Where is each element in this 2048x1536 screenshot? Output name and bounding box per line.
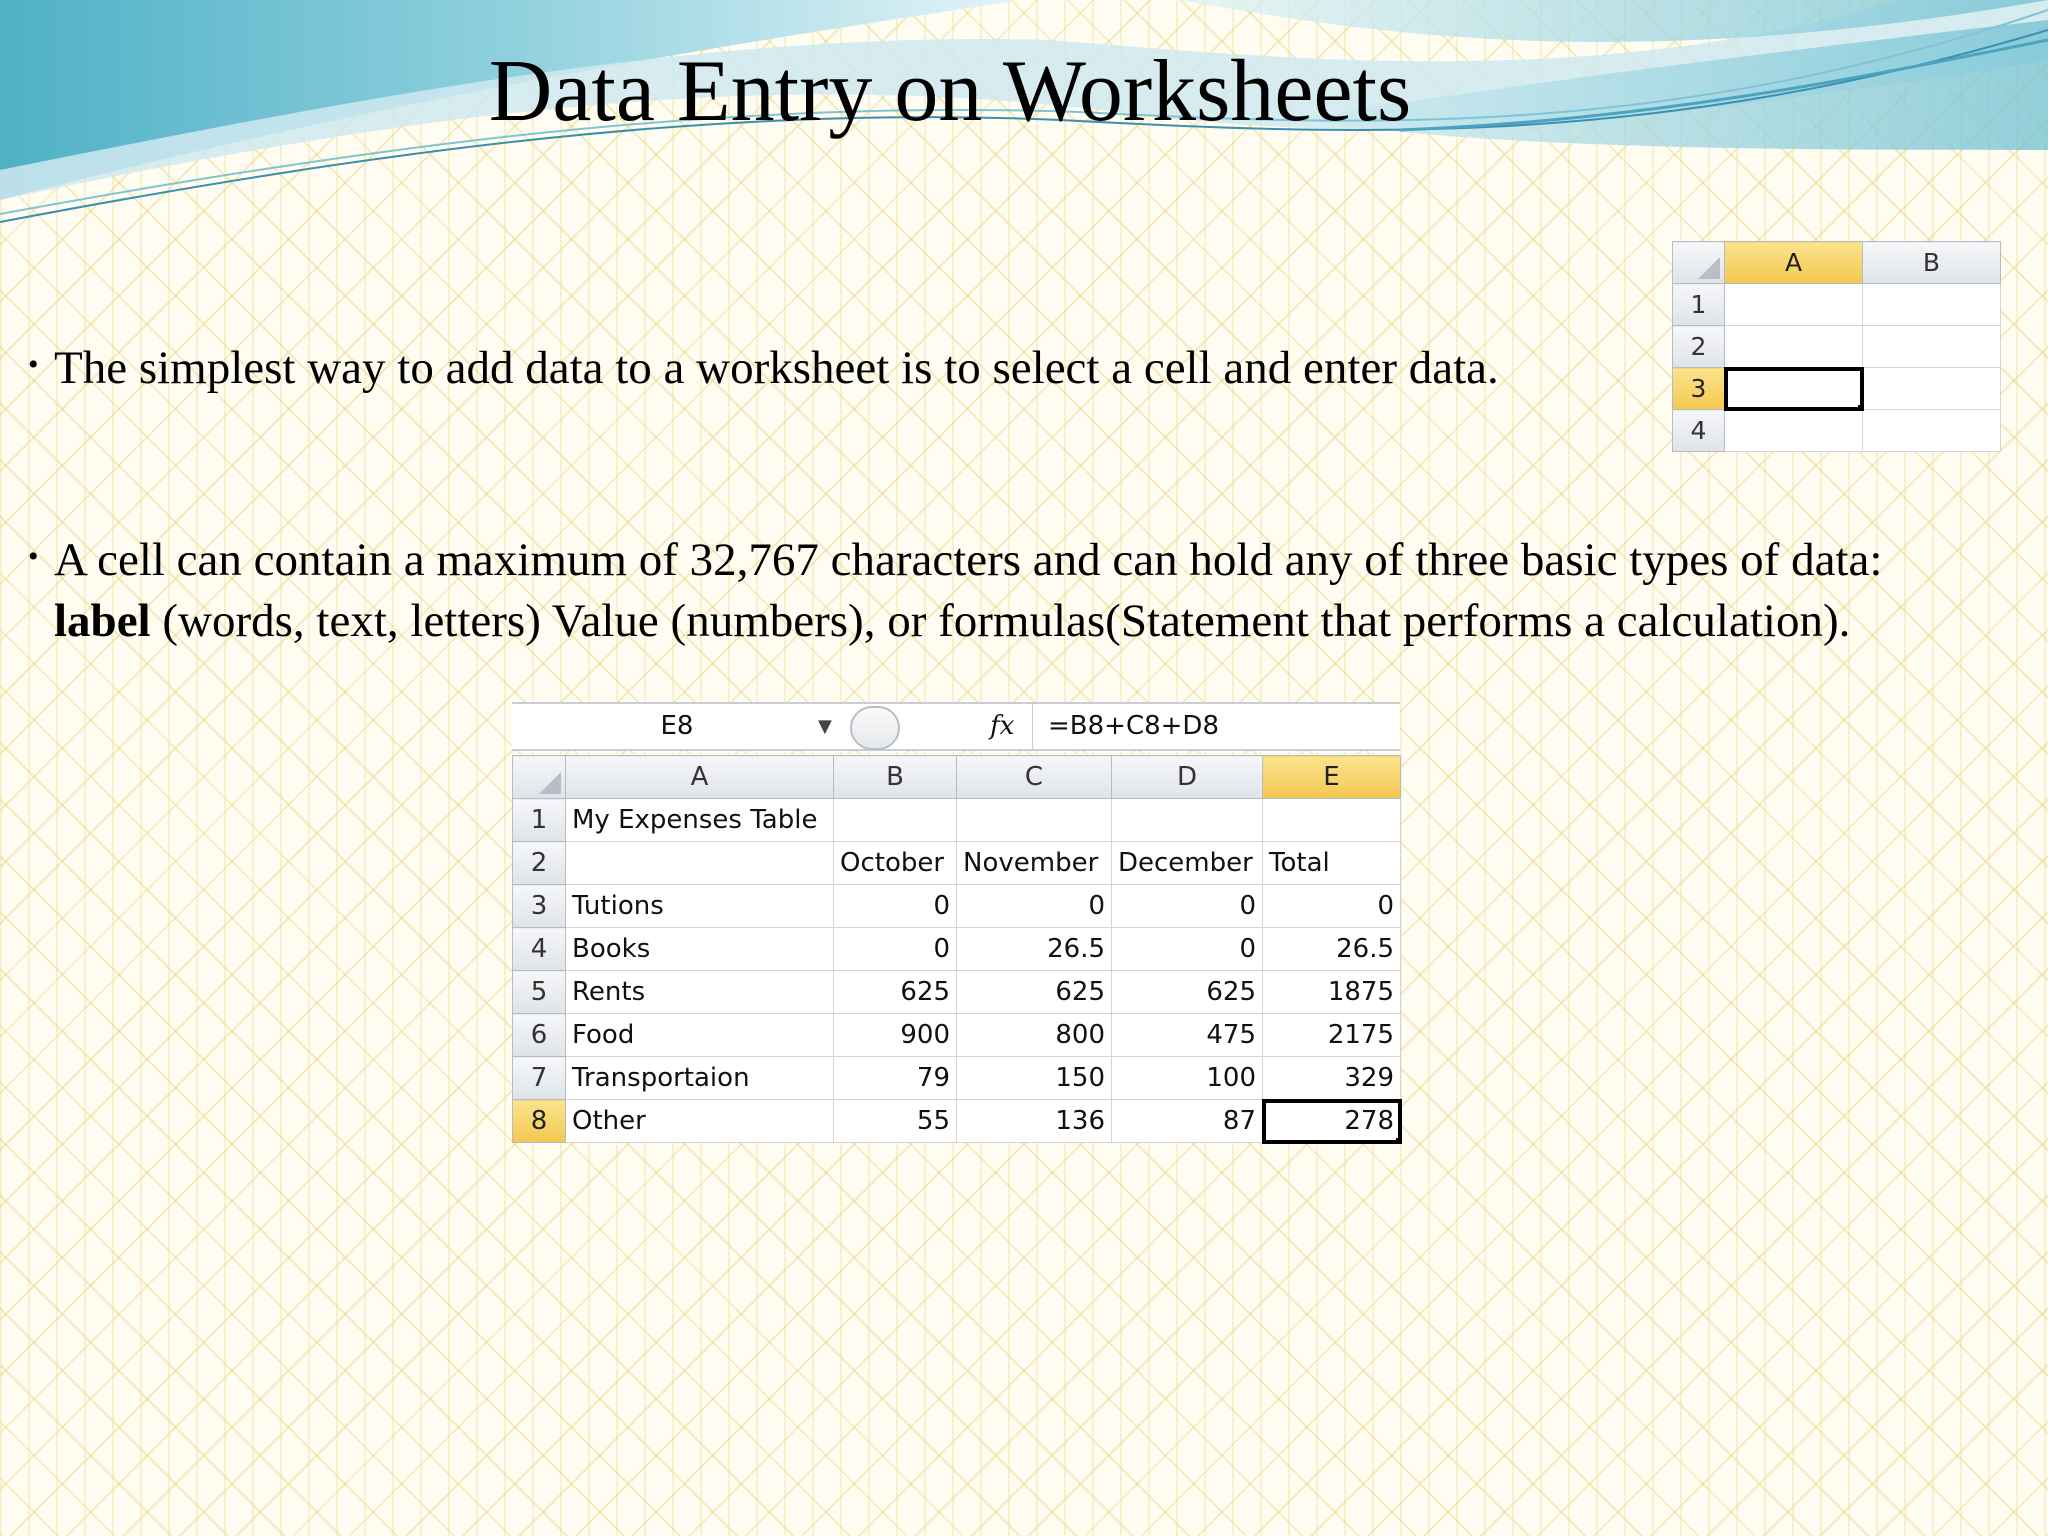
expenses-worksheet — [512, 755, 1401, 1143]
table-row — [513, 799, 1401, 842]
cell[interactable] — [1725, 410, 1863, 452]
grid-row — [1673, 284, 2001, 326]
cell-c6[interactable]: 800 — [957, 1014, 1112, 1057]
formula-bar — [512, 702, 1400, 751]
cell-a3[interactable]: Tutions — [566, 885, 834, 928]
row-header-selected[interactable]: 3 — [1673, 368, 1725, 410]
row-header[interactable]: 4 — [1673, 410, 1725, 452]
table-row — [513, 1014, 1401, 1057]
cell-e1[interactable] — [1263, 799, 1401, 842]
row-header[interactable]: 3 — [513, 885, 566, 928]
table-row — [513, 885, 1401, 928]
table-row — [513, 1057, 1401, 1100]
row-header[interactable]: 6 — [513, 1014, 566, 1057]
bullet-text-part1: A cell can contain a maximum of 32,767 characters and can hold any of three basic types of data: — [54, 534, 1883, 586]
bullet-text-bold-label: label — [54, 595, 151, 647]
column-header-a[interactable]: A — [566, 756, 834, 799]
grid-row — [1673, 410, 2001, 452]
cell-c2[interactable]: November — [957, 842, 1112, 885]
row-header[interactable]: 4 — [513, 928, 566, 971]
row-header[interactable]: 2 — [1673, 326, 1725, 368]
cell-c7[interactable]: 150 — [957, 1057, 1112, 1100]
cell-b4[interactable]: 0 — [834, 928, 957, 971]
grid-row — [1673, 368, 2001, 410]
cell[interactable] — [1725, 326, 1863, 368]
cell-d4[interactable]: 0 — [1112, 928, 1263, 971]
cell[interactable] — [1863, 284, 2001, 326]
column-header-e[interactable]: E — [1263, 756, 1401, 799]
cell-a1[interactable]: My Expenses Table — [566, 799, 834, 842]
cell-c1[interactable] — [957, 799, 1112, 842]
cell-d6[interactable]: 475 — [1112, 1014, 1263, 1057]
cell-b1[interactable] — [834, 799, 957, 842]
bullet-cell-contents — [28, 530, 1938, 652]
cell-b5[interactable]: 625 — [834, 971, 957, 1014]
cell-b2[interactable]: October — [834, 842, 957, 885]
cell-e6[interactable]: 2175 — [1263, 1014, 1401, 1057]
row-header[interactable]: 1 — [513, 799, 566, 842]
table-row — [513, 971, 1401, 1014]
cell-c5[interactable]: 625 — [957, 971, 1112, 1014]
bullet-text-part2: (words, text, letters) Value (numbers), or formulas(Statement that performs a calculation). — [150, 595, 1851, 647]
row-header[interactable]: 1 — [1673, 284, 1725, 326]
name-box[interactable]: E8 — [660, 711, 694, 741]
formula-bar-splitter[interactable] — [850, 706, 900, 750]
cell-d7[interactable]: 100 — [1112, 1057, 1263, 1100]
bullet-text — [28, 530, 1938, 652]
formula-bar-divider — [1032, 704, 1033, 749]
cell-b3[interactable]: 0 — [834, 885, 957, 928]
cell-a8[interactable]: Other — [566, 1100, 834, 1143]
cell-a5[interactable]: Rents — [566, 971, 834, 1014]
cell-e5[interactable]: 1875 — [1263, 971, 1401, 1014]
column-header-b[interactable]: B — [1863, 242, 2001, 284]
cell-c4[interactable]: 26.5 — [957, 928, 1112, 971]
cell-b7[interactable]: 79 — [834, 1057, 957, 1100]
cell-e8[interactable]: 278 — [1263, 1100, 1401, 1143]
select-all-corner[interactable] — [1673, 242, 1725, 284]
column-header-a[interactable]: A — [1725, 242, 1863, 284]
formula-input[interactable]: =B8+C8+D8 — [1048, 711, 1219, 741]
cell-b8[interactable]: 55 — [834, 1100, 957, 1143]
cell[interactable] — [1863, 326, 2001, 368]
row-header[interactable]: 7 — [513, 1057, 566, 1100]
cell-a7[interactable]: Transportaion — [566, 1057, 834, 1100]
grid-row — [1673, 326, 2001, 368]
cell-d1[interactable] — [1112, 799, 1263, 842]
cell-d2[interactable]: December — [1112, 842, 1263, 885]
cell-a4[interactable]: Books — [566, 928, 834, 971]
cell-e2[interactable]: Total — [1263, 842, 1401, 885]
cell-e7[interactable]: 329 — [1263, 1057, 1401, 1100]
column-header-d[interactable]: D — [1112, 756, 1263, 799]
table-row — [513, 842, 1401, 885]
cell-e3[interactable]: 0 — [1263, 885, 1401, 928]
column-header-row — [1673, 242, 2001, 284]
cell[interactable] — [1863, 410, 2001, 452]
cell-c8[interactable]: 136 — [957, 1100, 1112, 1143]
cell-d3[interactable]: 0 — [1112, 885, 1263, 928]
column-header-c[interactable]: C — [957, 756, 1112, 799]
cell-e4[interactable]: 26.5 — [1263, 928, 1401, 971]
cell[interactable] — [1725, 284, 1863, 326]
cell-a2[interactable] — [566, 842, 834, 885]
table-row — [513, 1100, 1401, 1143]
bullet-simplest-way — [28, 338, 1648, 399]
row-header[interactable]: 5 — [513, 971, 566, 1014]
cell-b6[interactable]: 900 — [834, 1014, 957, 1057]
row-header[interactable]: 2 — [513, 842, 566, 885]
cell[interactable] — [1863, 368, 2001, 410]
cell-a6[interactable]: Food — [566, 1014, 834, 1057]
bullet-marker: • — [28, 540, 39, 573]
bullet-text: The simplest way to add data to a worksheet is to select a cell and enter data. — [54, 342, 1499, 394]
column-header-row — [513, 756, 1401, 799]
insert-function-icon[interactable]: fx — [990, 711, 1015, 741]
cell-d5[interactable]: 625 — [1112, 971, 1263, 1014]
cell-c3[interactable]: 0 — [957, 885, 1112, 928]
mini-worksheet — [1672, 241, 2001, 452]
column-header-b[interactable]: B — [834, 756, 957, 799]
bullet-marker: • — [28, 348, 39, 381]
row-header[interactable]: 8 — [513, 1100, 566, 1143]
table-row — [513, 928, 1401, 971]
name-box-dropdown-icon[interactable]: ▼ — [818, 716, 832, 737]
cell-d8[interactable]: 87 — [1112, 1100, 1263, 1143]
select-all-corner[interactable] — [513, 756, 566, 799]
slide-title: Data Entry on Worksheets — [488, 43, 1412, 140]
active-cell-a3[interactable] — [1725, 368, 1863, 410]
